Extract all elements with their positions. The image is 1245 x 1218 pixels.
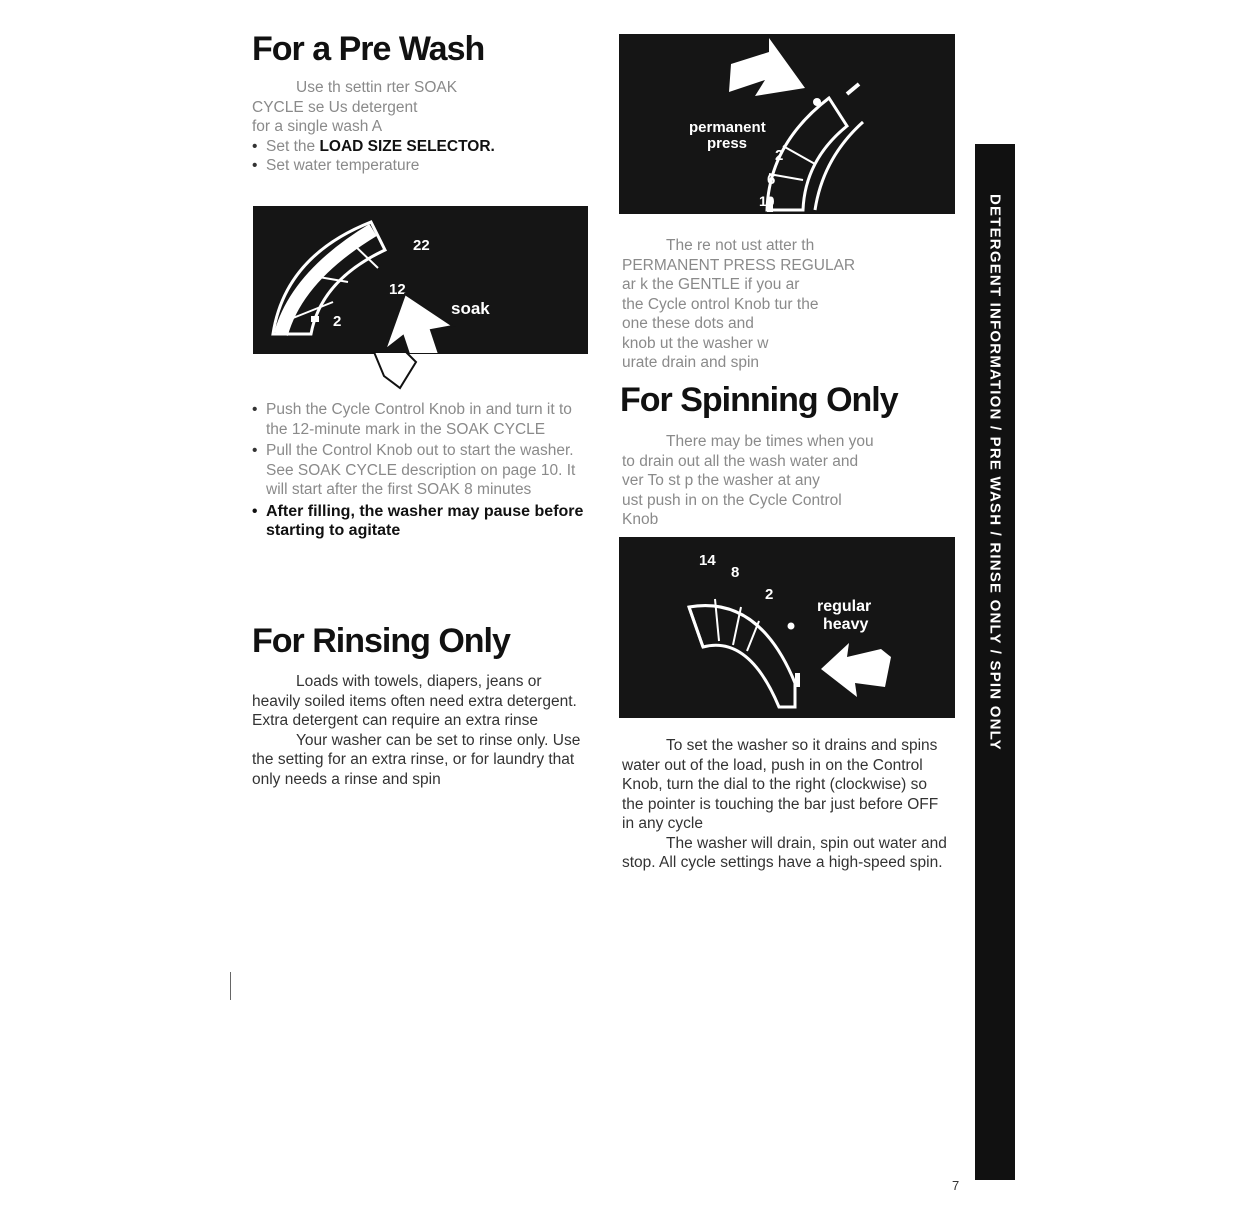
permanent-press-dial-illustration xyxy=(619,34,955,214)
spinning-line: to drain out all the wash water and xyxy=(622,452,859,470)
soak-step-warning: After filling, the washer may pause before starting to agitate xyxy=(266,502,584,539)
dial-dot xyxy=(788,623,795,630)
regular-label-line: heavy xyxy=(823,616,869,633)
perm-dial-number: 2 xyxy=(775,147,784,164)
bullet-text: Set water temperature xyxy=(266,157,420,174)
arrow-tail-icon xyxy=(370,352,420,392)
bullet-text: Set the xyxy=(266,137,320,155)
load-size-selector-label: LOAD SIZE SELECTOR. xyxy=(319,137,495,155)
spinning-line: ust push in on the Cycle Control xyxy=(622,491,842,509)
rinsing-heading: For Rinsing Only xyxy=(252,622,510,660)
bullet-dot: • xyxy=(252,502,258,520)
soak-step-text: Push the Cycle Control Knob in and turn it to the 12-minute mark in the SOAK CYCLE xyxy=(266,401,572,438)
bullet-dot: • xyxy=(252,137,258,155)
soak-dial-number: 2 xyxy=(333,313,342,330)
arrow-icon xyxy=(385,294,453,354)
soak-step xyxy=(252,441,590,500)
soak-step-text: Pull the Control Knob out to start the washer. See SOAK CYCLE description on page 10. It will start after the first SOAK 8 minutes xyxy=(266,442,576,498)
soak-dial-number: 12 xyxy=(389,281,406,298)
reg-dial-number: 14 xyxy=(699,552,716,569)
rinsing-paragraph: Your washer can be set to rinse only. Use the setting for an extra rinse, or for laundry that only needs a rinse and spin xyxy=(252,731,581,788)
arrow-icon xyxy=(729,38,805,96)
prewash-text xyxy=(252,78,587,176)
bullet-dot: • xyxy=(252,157,258,174)
side-tab-label: DETERGENT INFORMATION / PRE WASH / RINSE ONLY / SPIN ONLY xyxy=(986,193,1004,751)
rinsing-paragraph: Loads with towels, diapers, jeans or heavily soiled items often need extra detergent. Extra detergent can require an extra rinse xyxy=(252,673,577,729)
prewash-intro-line: Use th settin rter SOAK xyxy=(296,79,458,96)
spinning-intro xyxy=(622,432,954,530)
perm-text-line: urate drain and spin xyxy=(622,354,760,371)
soak-step xyxy=(252,502,590,541)
prewash-heading: For a Pre Wash xyxy=(252,30,485,68)
spin-instructions xyxy=(622,736,950,873)
prewash-intro-line: CYCLE se Us detergent xyxy=(252,98,418,116)
reg-dial-number: 2 xyxy=(765,586,774,603)
spinning-line: There may be times when you xyxy=(666,433,874,450)
dial-tick xyxy=(783,146,815,164)
bullet-dot: • xyxy=(252,401,258,418)
perm-dial-number: 6 xyxy=(767,171,776,188)
spinning-heading: For Spinning Only xyxy=(620,381,898,419)
prewash-bullet-water-temp xyxy=(252,156,587,176)
spinning-line: ver To st p the washer at any xyxy=(622,472,820,489)
bullet-dot: • xyxy=(252,442,258,459)
dial-arc xyxy=(689,606,795,707)
soak-steps xyxy=(252,400,590,541)
page-number: 7 xyxy=(952,1178,960,1193)
soak-step xyxy=(252,400,590,439)
reg-dial-number: 8 xyxy=(731,564,740,581)
permanent-press-text xyxy=(622,236,952,373)
section-side-tab xyxy=(975,144,1015,1180)
perm-text-line: one these dots and xyxy=(622,315,754,332)
permanent-label-line: press xyxy=(707,135,748,152)
perm-text-line: PERMANENT PRESS REGULAR xyxy=(622,256,856,274)
arrow-icon xyxy=(821,643,891,697)
prewash-intro-line: for a single wash A xyxy=(252,118,383,135)
soak-dial-illustration xyxy=(253,206,588,354)
spinning-line: Knob xyxy=(622,511,659,528)
perm-text-line: The re not ust atter th xyxy=(666,237,815,254)
dial-tick xyxy=(747,621,759,651)
dial-bar xyxy=(795,673,800,687)
perm-text-line: the Cycle ontrol Knob tur the xyxy=(622,295,819,313)
regular-heavy-dial-illustration xyxy=(619,537,955,718)
regular-label-line: regular xyxy=(817,598,872,615)
perm-text-line: knob ut the washer w xyxy=(622,334,769,352)
margin-mark xyxy=(230,972,231,1000)
permanent-label-line: permanent xyxy=(689,119,766,136)
prewash-bullet-load-size xyxy=(252,137,587,157)
soak-dial-number: 22 xyxy=(413,237,430,254)
rinsing-text xyxy=(252,672,582,789)
dial-arc xyxy=(815,122,863,210)
perm-text-line: ar k the GENTLE if you ar xyxy=(622,276,800,293)
dial-edge xyxy=(689,607,703,647)
dial-dot xyxy=(813,98,821,106)
dial-pointer-mark xyxy=(847,84,859,94)
spin-instruction-paragraph: To set the washer so it drains and spins water out of the load, push in on the Control Knob, turn the dial to the right (clockwise) so the pointer is touching the bar just before OFF in any cycle xyxy=(622,737,939,832)
spin-instruction-paragraph: The washer will drain, spin out water and stop. All cycle settings have a high-speed spin. xyxy=(622,834,947,871)
perm-dial-number: 10 xyxy=(759,193,775,209)
dial-dot xyxy=(311,316,319,322)
soak-label: soak xyxy=(451,299,490,318)
